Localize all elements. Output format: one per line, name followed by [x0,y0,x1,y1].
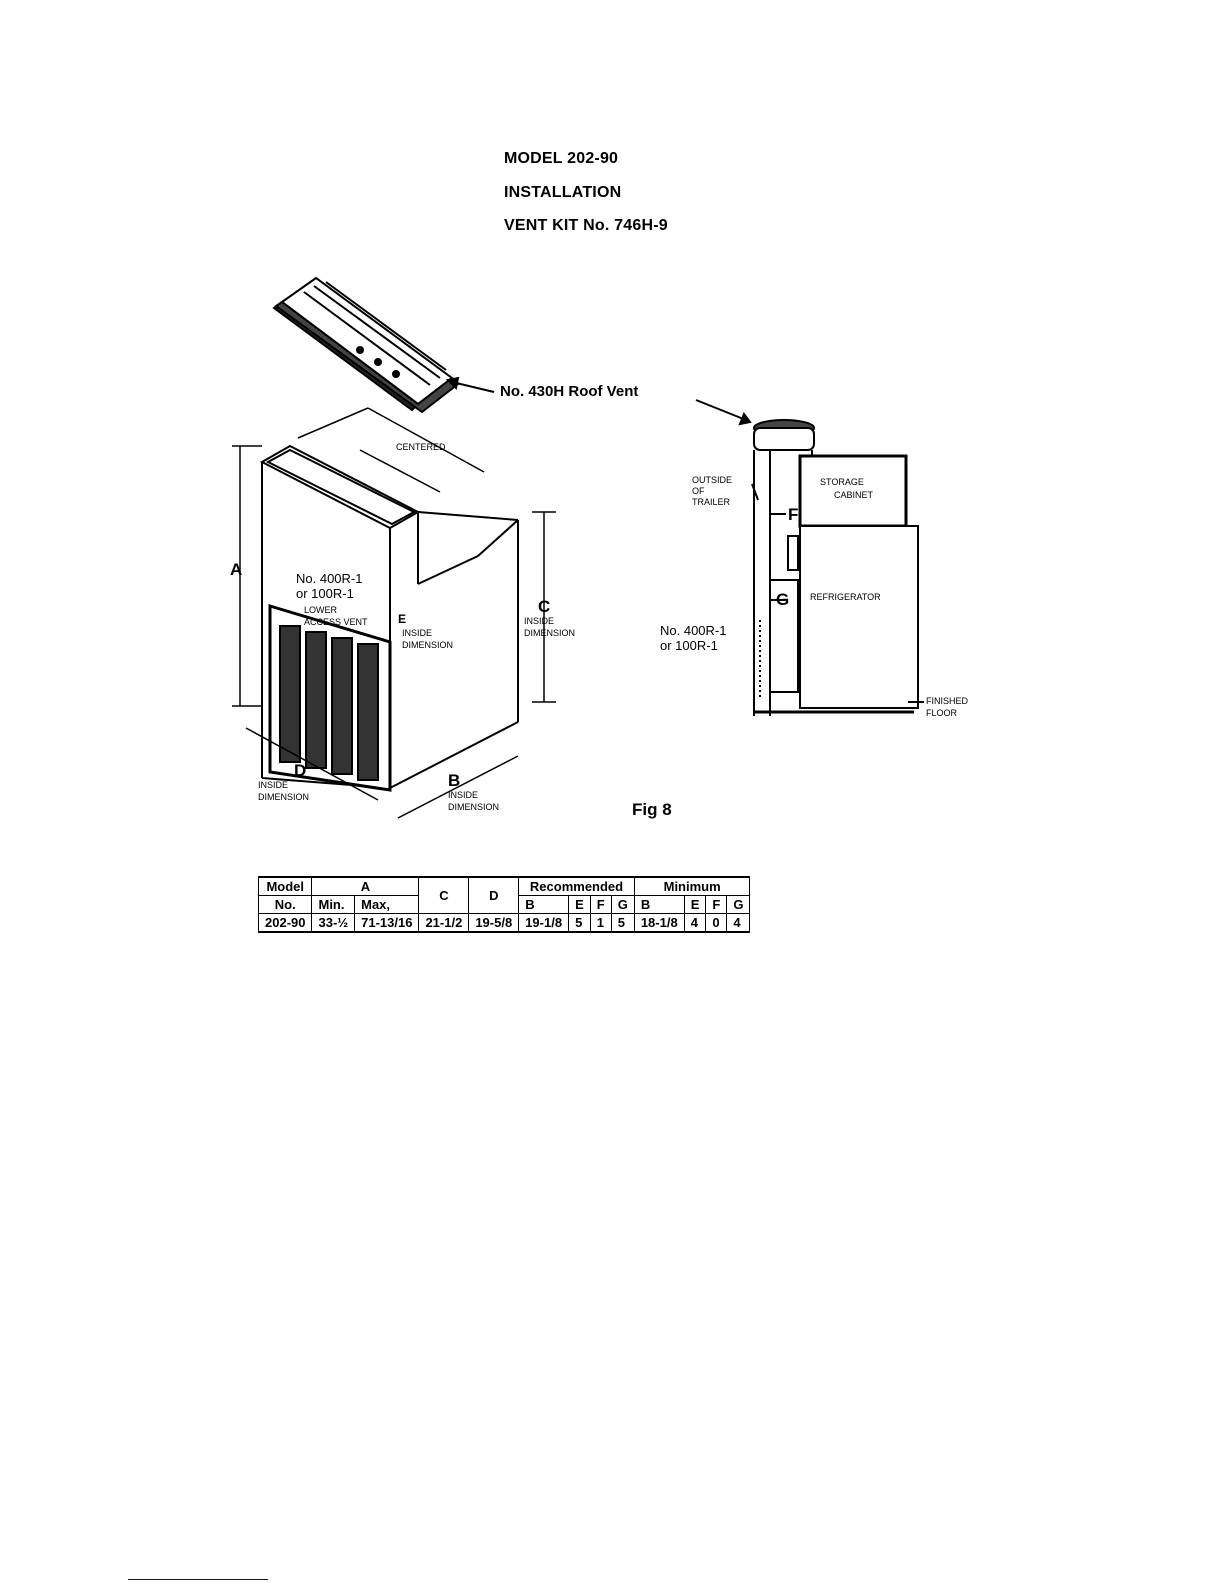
table-row [259,914,750,933]
col-min-f: F [706,896,727,914]
col-a-max: Max, [355,896,419,914]
dim-f-label: F [788,505,799,524]
col-d: D [469,877,519,914]
finished-line2: FLOOR [926,708,958,718]
outside-line2: OF [692,486,705,496]
dim-d-dimension-label: DIMENSION [258,792,310,802]
col-rec-e: E [569,896,591,914]
col-a: A [312,877,419,896]
cell-min-b: 18-1/8 [634,914,684,933]
dim-e-label: E [398,612,407,626]
col-recommended: Recommended [519,877,635,896]
table-header-row [259,877,750,896]
side-vent-line2: or 100R-1 [660,638,718,653]
col-minimum: Minimum [634,877,750,896]
storage-line2: CABINET [834,490,874,500]
roof-vent-label: No. 430H Roof Vent [500,383,639,400]
dim-c-dimension-label: DIMENSION [524,628,576,638]
cell-a-min: 33-½ [312,914,355,933]
cell-rec-e: 5 [569,914,591,933]
cell-min-e: 4 [684,914,706,933]
model-heading: MODEL 202-90 [504,150,619,167]
centered-label: CENTERED [396,442,446,452]
dim-c-inside-label: INSIDE [524,616,555,626]
dim-b-inside-label: INSIDE [448,790,479,800]
dim-d-inside-label: INSIDE [258,780,289,790]
figure-label: Fig 8 [632,800,672,819]
cell-rec-b: 19-1/8 [519,914,569,933]
refrigerator-label: REFRIGERATOR [810,592,881,602]
col-rec-g: G [611,896,634,914]
lower-label: LOWER [304,605,338,615]
footer-divider [128,1579,268,1580]
col-rec-b: B [519,896,569,914]
dim-a-label: A [230,560,243,579]
vent-chase-illustration [262,446,518,790]
cell-min-f: 0 [706,914,727,933]
cell-min-g: 4 [727,914,750,933]
dim-e-dimension-label: DIMENSION [402,640,454,650]
col-rec-f: F [590,896,611,914]
col-min-e: E [684,896,706,914]
cell-rec-f: 1 [590,914,611,933]
dim-b-label: B [448,771,461,790]
access-vent-label: ACCESS VENT [304,617,368,627]
side-vent-line1: No. 400R-1 [660,623,727,638]
roof-vent-illustration [274,278,458,412]
dim-g-label: G [776,590,790,609]
cell-model: 202-90 [259,914,312,933]
outside-line3: TRAILER [692,497,731,507]
cell-c: 21-1/2 [419,914,469,933]
finished-line1: FINISHED [926,696,969,706]
vent-kit-heading: VENT KIT No. 746H-9 [504,217,668,234]
outside-line1: OUTSIDE [692,475,733,485]
col-no: No. [259,896,312,914]
dim-b-dimension-label: DIMENSION [448,802,500,812]
cell-rec-g: 5 [611,914,634,933]
dimensions-table [258,876,750,933]
col-a-min: Min. [312,896,355,914]
dim-d-label: D [294,761,307,780]
vent-model-line2: or 100R-1 [296,586,354,601]
col-model: Model [259,877,312,896]
roof-vent-arrow [448,378,494,392]
installation-heading: INSTALLATION [504,184,622,201]
cell-a-max: 71-13/16 [355,914,419,933]
col-c: C [419,877,469,914]
dim-e-inside-label: INSIDE [402,628,433,638]
col-min-b: B [634,896,684,914]
storage-line1: STORAGE [820,477,864,487]
cell-d: 19-5/8 [469,914,519,933]
col-min-g: G [727,896,750,914]
vent-model-line1: No. 400R-1 [296,571,363,586]
dim-c-label: C [538,597,551,616]
side-view-illustration [754,420,918,716]
